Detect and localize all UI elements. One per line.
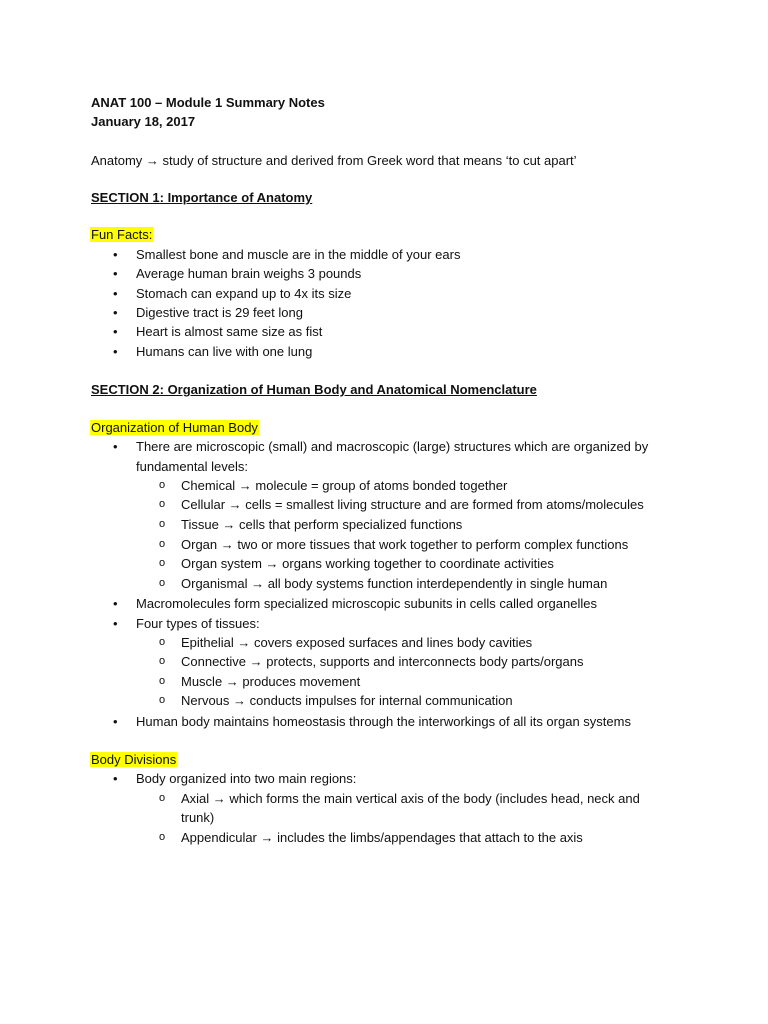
sub-bullet-icon: o	[159, 518, 166, 530]
fun-facts-label-line	[91, 225, 153, 244]
bullet-icon: •	[113, 324, 118, 339]
sub-bullet-icon: o	[159, 538, 166, 550]
section2-heading: SECTION 2: Organization of Human Body and Anatomical Nomenclature	[91, 382, 537, 397]
tissue-item: Nervous → conducts impulses for internal communication	[181, 693, 513, 708]
bullet-icon: •	[113, 771, 118, 786]
document-title: ANAT 100 – Module 1 Summary Notes	[91, 95, 325, 110]
sub-bullet-icon: o	[159, 636, 166, 648]
division-bullet-text: Body organized into two main regions:	[136, 771, 357, 786]
sub-bullet-icon: o	[159, 498, 166, 510]
document-date: January 18, 2017	[91, 114, 196, 129]
sub-bullet-icon: o	[159, 577, 166, 589]
division-item: Appendicular → includes the limbs/appendages that attach to the axis	[181, 830, 583, 845]
sub-bullet-icon: o	[159, 655, 166, 667]
organization-label: Organization of Human Body	[91, 420, 258, 435]
level-item: Tissue → cells that perform specialized functions	[181, 517, 463, 532]
sub-bullet-icon: o	[159, 831, 166, 843]
fun-fact-item: Digestive tract is 29 feet long	[136, 305, 303, 320]
bullet-icon: •	[113, 305, 118, 320]
org-bullet-text: fundamental levels:	[136, 459, 249, 474]
tissue-item: Connective → protects, supports and interconnects body parts/organs	[181, 654, 584, 669]
sub-bullet-icon: o	[159, 479, 166, 491]
division-item-continued: trunk)	[181, 810, 215, 825]
fun-fact-item: Humans can live with one lung	[136, 344, 313, 359]
organization-label-line	[91, 418, 259, 437]
intro-definition: Anatomy → study of structure and derived from Greek word that means ‘to cut apart’	[91, 153, 577, 168]
sub-bullet-icon: o	[159, 675, 166, 687]
level-item: Organismal → all body systems function interdependently in single human	[181, 576, 608, 591]
sub-bullet-icon: o	[159, 792, 166, 804]
level-item: Organ system → organs working together to coordinate activities	[181, 556, 554, 571]
bullet-icon: •	[113, 344, 118, 359]
fun-fact-item: Stomach can expand up to 4x its size	[136, 286, 352, 301]
tissue-item: Muscle → produces movement	[181, 674, 361, 689]
bullet-icon: •	[113, 596, 118, 611]
body-divisions-label: Body Divisions	[91, 752, 177, 767]
section1-heading: SECTION 1: Importance of Anatomy	[91, 190, 313, 205]
org-bullet-text: There are microscopic (small) and macroscopic (large) structures which are organized by	[136, 439, 649, 454]
level-item: Cellular → cells = smallest living structure and are formed from atoms/molecules	[181, 497, 644, 512]
level-item: Organ → two or more tissues that work together to perform complex functions	[181, 537, 629, 552]
org-bullet-text: Human body maintains homeostasis through the interworkings of all its organ systems	[136, 714, 631, 729]
tissue-item: Epithelial → covers exposed surfaces and lines body cavities	[181, 635, 533, 650]
level-item: Chemical → molecule = group of atoms bonded together	[181, 478, 508, 493]
body-divisions-label-line	[91, 750, 177, 769]
bullet-icon: •	[113, 266, 118, 281]
fun-facts-label: Fun Facts:	[91, 227, 153, 242]
org-bullet-text: Four types of tissues:	[136, 616, 260, 631]
bullet-icon: •	[113, 247, 118, 262]
bullet-icon: •	[113, 286, 118, 301]
sub-bullet-icon: o	[159, 694, 166, 706]
fun-fact-item: Heart is almost same size as fist	[136, 324, 323, 339]
fun-fact-item: Average human brain weighs 3 pounds	[136, 266, 362, 281]
division-item: Axial → which forms the main vertical axis of the body (includes head, neck and	[181, 791, 640, 806]
fun-fact-item: Smallest bone and muscle are in the middle of your ears	[136, 247, 461, 262]
bullet-icon: •	[113, 439, 118, 454]
bullet-icon: •	[113, 616, 118, 631]
org-bullet-text: Macromolecules form specialized microscopic subunits in cells called organelles	[136, 596, 597, 611]
bullet-icon: •	[113, 714, 118, 729]
sub-bullet-icon: o	[159, 557, 166, 569]
